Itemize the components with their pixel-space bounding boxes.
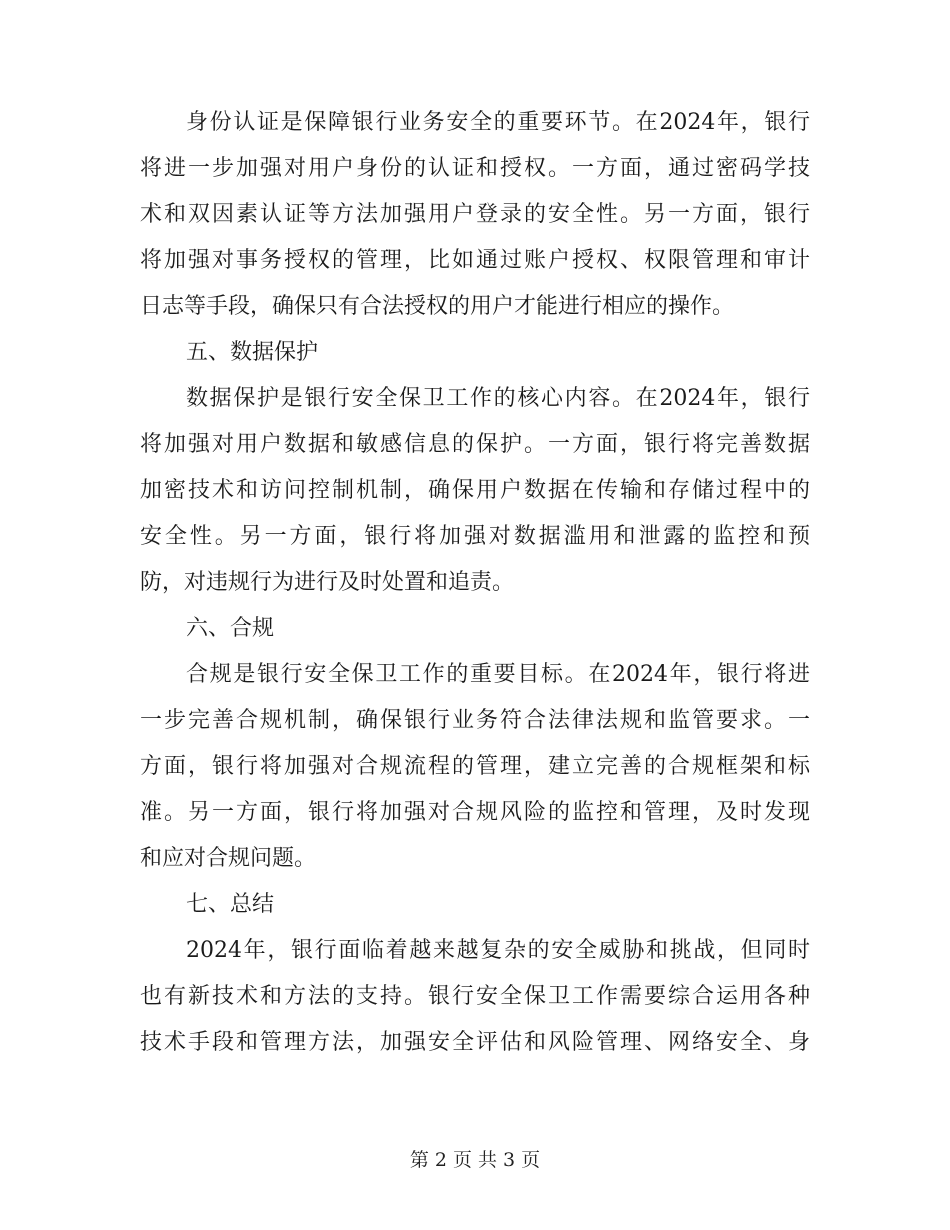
text-line: 技术手段和管理方法，加强安全评估和风险管理、网络安全、身 <box>140 1030 810 1055</box>
paragraph-summary <box>140 928 810 1066</box>
text-line: 防，对违规行为进行及时处置和追责。 <box>140 570 515 595</box>
text-line: 术和双因素认证等方法加强用户登录的安全性。另一方面，银行 <box>140 202 810 227</box>
text-line: 一步完善合规机制，确保银行业务符合法律法规和监管要求。一 <box>140 708 810 733</box>
document-body <box>140 100 810 1066</box>
text-line: 将进一步加强对用户身份的认证和授权。一方面，通过密码学技 <box>140 156 810 181</box>
text-line: 准。另一方面，银行将加强对合规风险的监控和管理，及时发现 <box>140 800 810 825</box>
paragraph-identity-auth <box>140 100 810 330</box>
text-line: 和应对合规问题。 <box>140 846 317 871</box>
section-heading-summary: 七、总结 <box>186 892 275 917</box>
text-line: 加密技术和访问控制机制，确保用户数据在传输和存储过程中的 <box>140 478 810 503</box>
section-heading-compliance: 六、合规 <box>186 616 275 641</box>
section-heading-data-protection: 五、数据保护 <box>186 340 319 365</box>
text-line: 2024年，银行面临着越来越复杂的安全威胁和挑战，但同时 <box>186 938 810 963</box>
text-line: 方面，银行将加强对合规流程的管理，建立完善的合规框架和标 <box>140 754 810 779</box>
paragraph-data-protection <box>140 376 810 606</box>
text-line: 合规是银行安全保卫工作的重要目标。在2024年，银行将进 <box>186 662 810 687</box>
text-line: 安全性。另一方面，银行将加强对数据滥用和泄露的监控和预 <box>140 524 810 549</box>
text-line: 将加强对事务授权的管理，比如通过账户授权、权限管理和审计 <box>140 248 810 273</box>
text-line: 身份认证是保障银行业务安全的重要环节。在2024年，银行 <box>186 110 810 135</box>
text-line: 将加强对用户数据和敏感信息的保护。一方面，银行将完善数据 <box>140 432 810 457</box>
text-line: 数据保护是银行安全保卫工作的核心内容。在2024年，银行 <box>186 386 810 411</box>
text-line: 也有新技术和方法的支持。银行安全保卫工作需要综合运用各种 <box>140 984 810 1009</box>
page-number-footer: 第 2 页 共 3 页 <box>409 1149 541 1171</box>
paragraph-compliance <box>140 652 810 882</box>
text-line: 日志等手段，确保只有合法授权的用户才能进行相应的操作。 <box>140 294 735 319</box>
